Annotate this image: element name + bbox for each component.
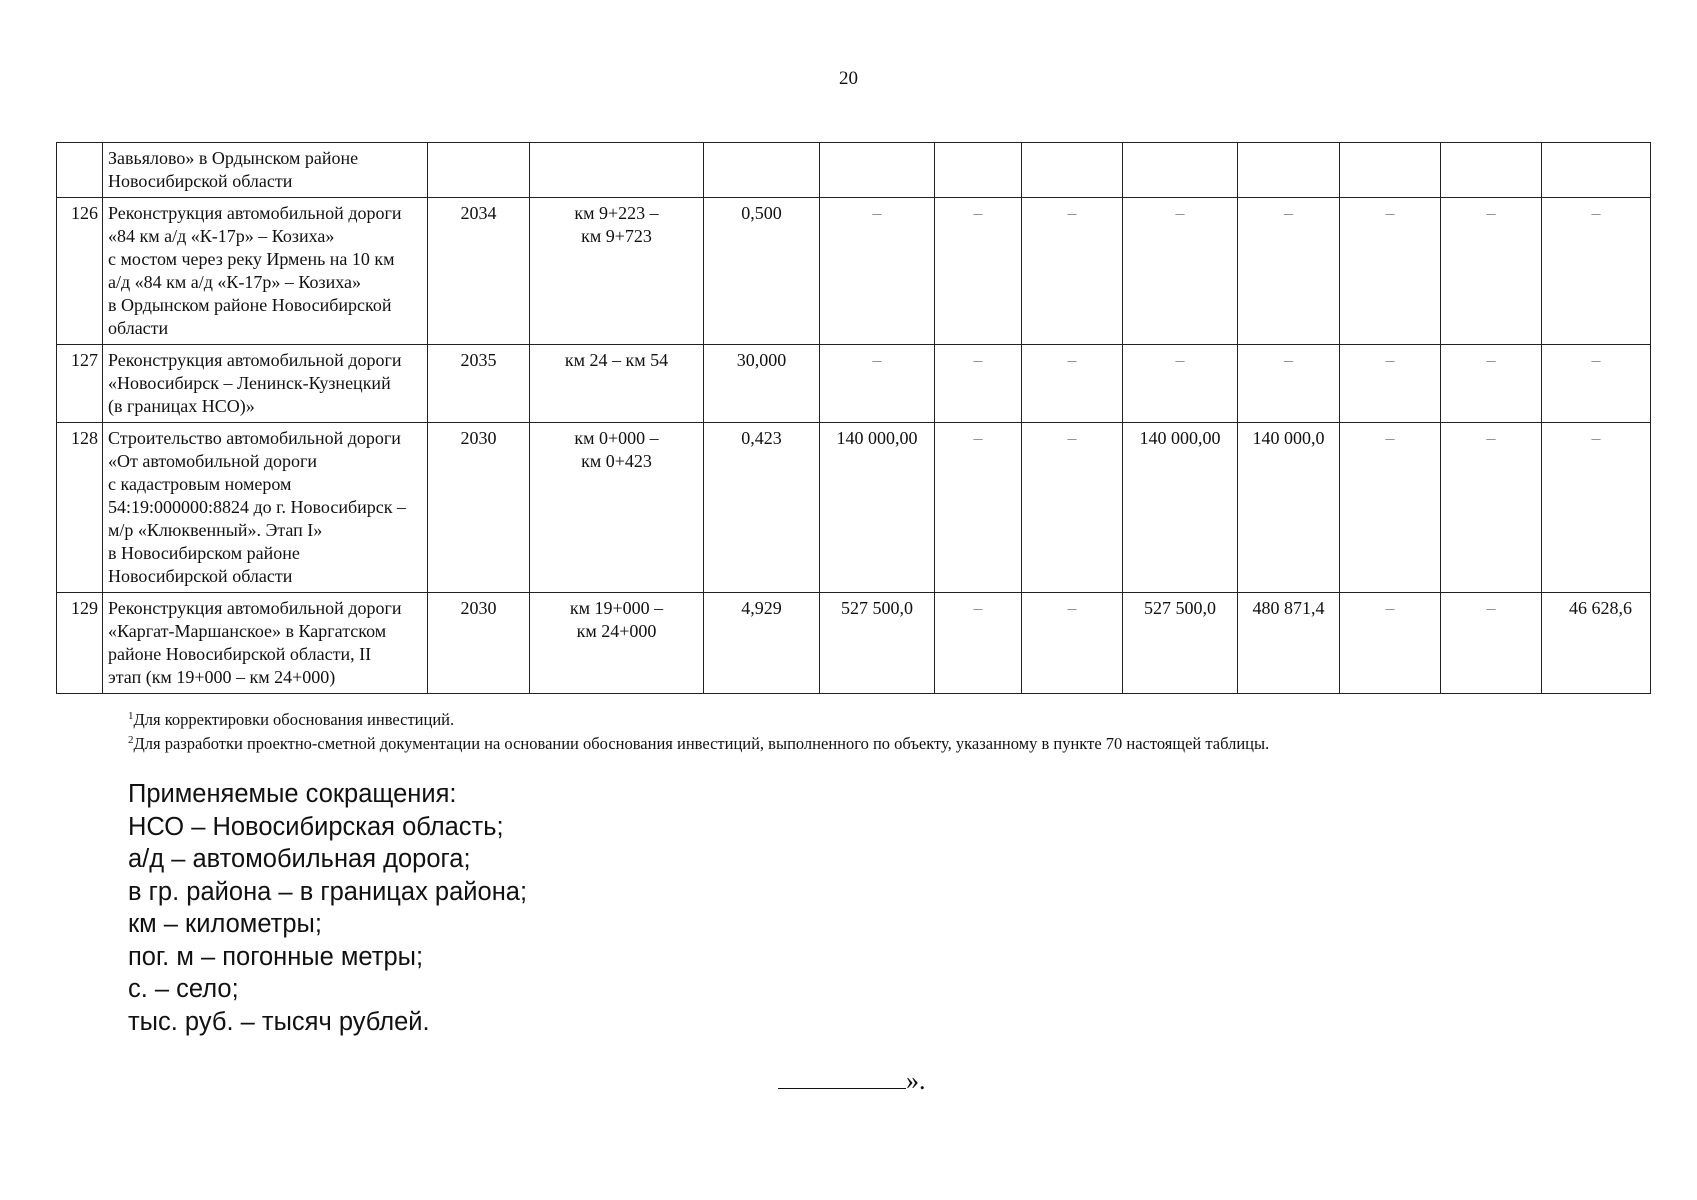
funding-cell: – — [1340, 423, 1441, 593]
object-name-line: Строительство автомобильной дороги — [108, 428, 401, 448]
km-range-line: км 0+423 — [581, 451, 652, 471]
km-range-line: км 24 – км 54 — [564, 350, 669, 370]
table-row — [57, 198, 1651, 345]
abbreviation-item: км – километры; — [128, 910, 322, 938]
funding-cell: – — [1441, 198, 1542, 345]
funding-cell: – — [1542, 345, 1651, 423]
object-name-cell — [103, 143, 428, 198]
object-name-line: «Каргат-Маршанское» в Каргатском — [108, 621, 387, 641]
funding-cell — [935, 143, 1022, 198]
row-number-cell — [57, 143, 103, 198]
funding-cell: – — [1123, 345, 1238, 423]
object-name-line: с кадастровым номером — [108, 474, 292, 494]
footnote-2 — [128, 732, 1269, 756]
year-cell: 2034 — [428, 198, 530, 345]
funding-cell: – — [820, 345, 935, 423]
abbreviation-item: НСО – Новосибирская область; — [128, 812, 504, 841]
funding-cell: – — [1238, 345, 1340, 423]
funding-cell: – — [935, 345, 1022, 423]
abbreviation-item: в гр. района – в границах района; — [128, 877, 528, 906]
abbreviation-item: тыс. руб. – тысяч рублей. — [128, 1007, 430, 1036]
funding-cell: 46 628,6 — [1542, 593, 1651, 694]
length-cell: 0,423 — [704, 423, 820, 593]
signature-rule — [778, 1066, 906, 1089]
object-name-line: Реконструкция автомобильной дороги — [108, 350, 402, 370]
abbreviation-item: а/д – автомобильная дорога; — [128, 845, 471, 873]
object-name-cell — [103, 198, 428, 345]
footnote-text: Для разработки проектно-сметной документации на основании обоснования инвестиций, выполненного по объекту, указанному в пункте 70 настоящей таблицы. — [133, 734, 1270, 753]
km-range-cell — [530, 345, 704, 423]
funding-cell: – — [1022, 593, 1123, 694]
funding-cell — [1022, 143, 1123, 198]
funding-cell: – — [1123, 198, 1238, 345]
object-name-line: с мостом через реку Ирмень на 10 км — [108, 249, 395, 269]
funding-cell: – — [1542, 423, 1651, 593]
object-name-line: области — [108, 318, 169, 338]
km-range-line: км 0+000 – — [574, 428, 659, 448]
funding-cell: – — [1441, 345, 1542, 423]
year-cell: 2035 — [428, 345, 530, 423]
length-cell: 30,000 — [704, 345, 820, 423]
object-name-line: м/р «Клюквенный». Этап I» — [108, 520, 323, 540]
object-name-cell — [103, 423, 428, 593]
year-cell: 2030 — [428, 423, 530, 593]
funding-cell: – — [1022, 423, 1123, 593]
km-range-cell — [530, 198, 704, 345]
object-name-line: Новосибирской области — [108, 171, 293, 191]
object-name-cell — [103, 593, 428, 694]
object-name-line: «84 км а/д «К-17р» – Козиха» — [108, 226, 335, 246]
row-number-cell: 129 — [57, 593, 103, 694]
km-range-cell — [530, 593, 704, 694]
km-range-line: км 19+000 – — [569, 598, 664, 618]
objects-table — [56, 142, 1651, 694]
object-name-cell — [103, 345, 428, 423]
km-range-line: км 9+723 — [581, 226, 652, 246]
object-name-line: этап (км 19+000 – км 24+000) — [108, 667, 336, 687]
km-range-cell — [530, 423, 704, 593]
funding-cell — [1542, 143, 1651, 198]
object-name-line: Завьялово» в Ордынском районе — [108, 148, 359, 168]
funding-cell: – — [1022, 345, 1123, 423]
km-range-line: км 9+223 – — [574, 203, 659, 223]
funding-cell: 527 500,0 — [820, 593, 935, 694]
funding-cell: 140 000,00 — [820, 423, 935, 593]
length-cell — [704, 143, 820, 198]
funding-cell — [1238, 143, 1340, 198]
length-cell: 0,500 — [704, 198, 820, 345]
table-row — [57, 143, 1651, 198]
row-number-cell: 128 — [57, 423, 103, 593]
length-cell: 4,929 — [704, 593, 820, 694]
funding-cell: – — [935, 593, 1022, 694]
funding-cell: – — [1542, 198, 1651, 345]
abbreviation-item: пог. м – погонные метры; — [128, 942, 424, 971]
km-range-cell — [530, 143, 704, 198]
km-range-line: км 24+000 — [576, 621, 657, 641]
footnote-1 — [128, 708, 1269, 732]
funding-cell — [820, 143, 935, 198]
table-row — [57, 423, 1651, 593]
year-cell: 2030 — [428, 593, 530, 694]
object-name-line: «Новосибирск – Ленинск-Кузнецкий — [108, 373, 391, 393]
funding-cell — [1123, 143, 1238, 198]
row-number-cell: 127 — [57, 345, 103, 423]
funding-cell: – — [935, 423, 1022, 593]
object-name-line: в Ордынском районе Новосибирской — [108, 295, 392, 315]
footnote-mark: 1 — [128, 710, 134, 722]
closing-line — [778, 1066, 926, 1096]
object-name-line: (в границах НСО)» — [108, 396, 255, 416]
funding-cell: – — [1441, 423, 1542, 593]
funding-cell — [1441, 143, 1542, 198]
object-name-line: в Новосибирском районе — [108, 543, 300, 563]
page-number: 20 — [839, 68, 858, 89]
abbreviation-item: с. – село; — [128, 975, 239, 1003]
funding-cell: – — [1340, 593, 1441, 694]
funding-cell: – — [1238, 198, 1340, 345]
funding-cell: 480 871,4 — [1238, 593, 1340, 694]
table-row — [57, 345, 1651, 423]
object-name-line: районе Новосибирской области, II — [108, 644, 372, 664]
funding-cell: – — [935, 198, 1022, 345]
closing-quote: ». — [906, 1066, 926, 1095]
object-name-line: Реконструкция автомобильной дороги — [108, 203, 402, 223]
funding-cell: – — [1340, 345, 1441, 423]
table-row — [57, 593, 1651, 694]
funding-cell: – — [1441, 593, 1542, 694]
object-name-line: Реконструкция автомобильной дороги — [108, 598, 402, 618]
object-name-line: а/д «84 км а/д «К-17р» – Козиха» — [108, 272, 362, 292]
abbreviations-title: Применяемые сокращения: — [128, 780, 457, 808]
year-cell — [428, 143, 530, 198]
object-name-line: «От автомобильной дороги — [108, 451, 318, 471]
funding-cell: – — [820, 198, 935, 345]
footnote-mark: 2 — [128, 734, 134, 746]
object-name-line: 54:19:000000:8824 до г. Новосибирск – — [108, 497, 406, 517]
row-number-cell: 126 — [57, 198, 103, 345]
funding-cell: – — [1340, 198, 1441, 345]
funding-cell — [1340, 143, 1441, 198]
funding-cell: – — [1022, 198, 1123, 345]
footnote-text: Для корректировки обоснования инвестиций. — [133, 710, 455, 729]
table-body — [57, 143, 1651, 694]
funding-cell: 527 500,0 — [1123, 593, 1238, 694]
object-name-line: Новосибирской области — [108, 566, 293, 586]
funding-cell: 140 000,0 — [1238, 423, 1340, 593]
footnotes — [128, 708, 1269, 756]
funding-cell: 140 000,00 — [1123, 423, 1238, 593]
abbreviations-block — [128, 778, 527, 1038]
